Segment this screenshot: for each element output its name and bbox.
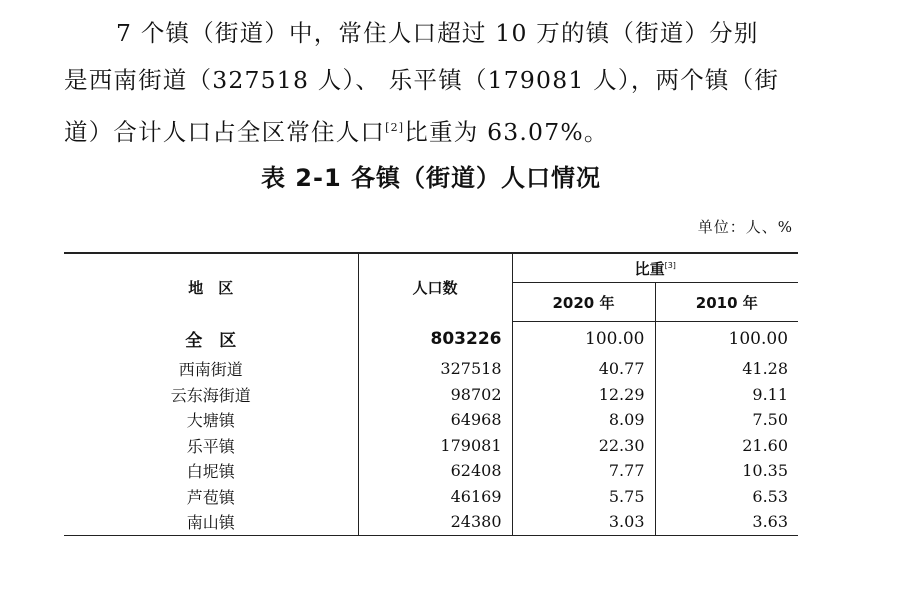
footnote-ref[interactable]: [2] [385, 121, 405, 134]
table-row [64, 433, 798, 459]
row-population: 24380 [358, 509, 512, 535]
header-ratio-label: 比重 [634, 259, 665, 278]
row-population: 98702 [358, 382, 512, 408]
row-ratio-2020: 40.77 [512, 356, 655, 382]
row-ratio-2020: 22.30 [512, 433, 655, 459]
paragraph-line-2: 是西南街道（327518 人）、 乐平镇（179081 人），两个镇（街 [64, 66, 780, 94]
paragraph-line-3b: 比重为 63.07%。 [404, 118, 609, 146]
row-ratio-2010: 41.28 [655, 356, 798, 382]
header-population: 人口数 [358, 253, 512, 322]
row-ratio-2020: 8.09 [512, 407, 655, 433]
ratio-footnote-ref[interactable]: [3] [664, 260, 676, 270]
row-ratio-2020: 7.77 [512, 458, 655, 484]
header-area: 地 区 [64, 253, 358, 322]
row-name: 南山镇 [64, 509, 358, 535]
body-paragraph [64, 10, 804, 156]
paragraph-line-3a: 道）合计人口占全区常住人口 [64, 118, 386, 146]
table-row [64, 356, 798, 382]
row-ratio-2010: 9.11 [655, 382, 798, 408]
header-2010: 2010 年 [655, 283, 798, 322]
row-ratio-2010: 100.00 [655, 322, 798, 357]
paragraph-line-1: 7 个镇（街道）中，常住人口超过 10 万的镇（街道）分别 [116, 19, 759, 47]
row-population: 62408 [358, 458, 512, 484]
row-ratio-2020: 12.29 [512, 382, 655, 408]
row-ratio-2020: 5.75 [512, 484, 655, 510]
row-name: 乐平镇 [186, 436, 235, 456]
header-ratio [512, 253, 798, 283]
row-name: 白坭镇 [186, 462, 235, 482]
row-ratio-2010: 7.50 [655, 407, 798, 433]
table-row [64, 509, 798, 535]
row-ratio-2010: 21.60 [655, 433, 798, 459]
table-title: 表 2-1 各镇（街道）人口情况 [260, 164, 602, 192]
row-name: 云东海街道 [170, 385, 251, 405]
table-row [64, 407, 798, 433]
row-population: 179081 [358, 433, 512, 459]
row-name: 全 区 [185, 331, 237, 352]
header-2020: 2020 年 [512, 283, 655, 322]
unit-label: 单位：人、% [697, 218, 793, 236]
row-ratio-2020: 100.00 [512, 322, 655, 357]
population-table [64, 252, 798, 536]
row-ratio-2010: 3.63 [655, 509, 798, 535]
row-name: 大塘镇 [186, 411, 235, 431]
row-ratio-2010: 6.53 [655, 484, 798, 510]
table-row [64, 484, 798, 510]
row-population: 64968 [358, 407, 512, 433]
row-name: 西南街道 [178, 360, 243, 380]
row-name: 芦苞镇 [186, 487, 235, 507]
table-row [64, 458, 798, 484]
table-row-total [64, 322, 798, 357]
table-row [64, 382, 798, 408]
row-population: 327518 [358, 356, 512, 382]
row-population: 46169 [358, 484, 512, 510]
row-ratio-2010: 10.35 [655, 458, 798, 484]
row-ratio-2020: 3.03 [512, 509, 655, 535]
row-population: 803226 [358, 322, 512, 357]
